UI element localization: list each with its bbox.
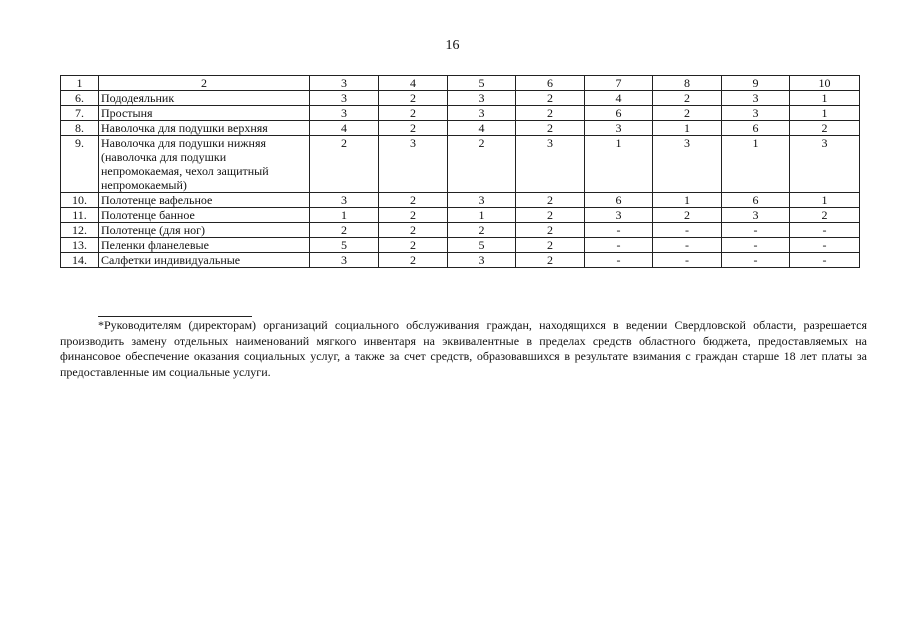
value-cell: 3 bbox=[310, 253, 379, 268]
item-name-cell: Наволочка для подушки нижняя (наволочка для подушки непромокаемая, чехол защитный непромокаемый) bbox=[99, 136, 310, 193]
value-cell: 3 bbox=[585, 208, 653, 223]
page-number: 16 bbox=[445, 38, 460, 53]
header-cell: 8 bbox=[653, 76, 722, 91]
footnote-text: *Руководителям (директорам) организаций социального обслуживания граждан, находящихся в ведении Свердловской области, разрешается производить замену отдельных наименований мягкого инвентаря на эквивалентные в пределах средств областного бюджета, предоставляемых на финансовое обеспечение оказания социальных услуг, а также за счет средств, образовавшихся в результате взимания с граждан старше 18 лет платы за предоставленные им социальные услуги. bbox=[60, 318, 867, 379]
row-number-cell: 9. bbox=[61, 136, 99, 193]
value-cell: 4 bbox=[585, 91, 653, 106]
value-cell: 2 bbox=[379, 238, 448, 253]
value-cell: 2 bbox=[448, 136, 516, 193]
item-name-cell: Салфетки индивидуальные bbox=[99, 253, 310, 268]
value-cell: 1 bbox=[790, 91, 860, 106]
value-cell: 2 bbox=[516, 121, 585, 136]
table-row bbox=[61, 106, 860, 121]
header-cell: 5 bbox=[448, 76, 516, 91]
table-row bbox=[61, 121, 860, 136]
value-cell: 3 bbox=[722, 208, 790, 223]
value-cell: 5 bbox=[448, 238, 516, 253]
header-cell: 2 bbox=[99, 76, 310, 91]
value-cell: 6 bbox=[722, 193, 790, 208]
value-cell: 2 bbox=[379, 253, 448, 268]
value-cell: 2 bbox=[516, 106, 585, 121]
value-cell: - bbox=[722, 253, 790, 268]
value-cell: 2 bbox=[790, 121, 860, 136]
value-cell: 2 bbox=[653, 91, 722, 106]
value-cell: - bbox=[585, 253, 653, 268]
value-cell: 1 bbox=[653, 121, 722, 136]
value-cell: 1 bbox=[653, 193, 722, 208]
value-cell: 2 bbox=[448, 223, 516, 238]
value-cell: - bbox=[722, 223, 790, 238]
value-cell: 3 bbox=[448, 193, 516, 208]
value-cell: 2 bbox=[379, 106, 448, 121]
item-name-cell: Полотенце вафельное bbox=[99, 193, 310, 208]
inventory-table bbox=[60, 75, 860, 268]
value-cell: 3 bbox=[516, 136, 585, 193]
value-cell: 2 bbox=[516, 91, 585, 106]
item-name-cell: Простыня bbox=[99, 106, 310, 121]
value-cell: 1 bbox=[790, 106, 860, 121]
footnote-divider bbox=[98, 316, 252, 317]
value-cell: - bbox=[585, 223, 653, 238]
value-cell: 5 bbox=[310, 238, 379, 253]
value-cell: 2 bbox=[516, 193, 585, 208]
row-number-cell: 6. bbox=[61, 91, 99, 106]
header-cell: 9 bbox=[722, 76, 790, 91]
value-cell: - bbox=[790, 238, 860, 253]
value-cell: 3 bbox=[653, 136, 722, 193]
value-cell: 3 bbox=[585, 121, 653, 136]
value-cell: 2 bbox=[379, 91, 448, 106]
row-number-cell: 11. bbox=[61, 208, 99, 223]
value-cell: 1 bbox=[310, 208, 379, 223]
row-number-cell: 13. bbox=[61, 238, 99, 253]
table-row bbox=[61, 91, 860, 106]
value-cell: - bbox=[722, 238, 790, 253]
table-row bbox=[61, 253, 860, 268]
value-cell: 3 bbox=[448, 106, 516, 121]
value-cell: 3 bbox=[790, 136, 860, 193]
table-row bbox=[61, 223, 860, 238]
value-cell: - bbox=[585, 238, 653, 253]
item-name-cell: Наволочка для подушки верхняя bbox=[99, 121, 310, 136]
value-cell: 2 bbox=[790, 208, 860, 223]
value-cell: 1 bbox=[790, 193, 860, 208]
value-cell: 3 bbox=[310, 193, 379, 208]
row-number-cell: 8. bbox=[61, 121, 99, 136]
value-cell: 4 bbox=[448, 121, 516, 136]
value-cell: 2 bbox=[516, 238, 585, 253]
value-cell: 2 bbox=[379, 223, 448, 238]
row-number-cell: 7. bbox=[61, 106, 99, 121]
value-cell: 6 bbox=[722, 121, 790, 136]
value-cell: 2 bbox=[516, 253, 585, 268]
value-cell: 6 bbox=[585, 193, 653, 208]
header-cell: 1 bbox=[61, 76, 99, 91]
value-cell: 3 bbox=[448, 253, 516, 268]
table-row bbox=[61, 238, 860, 253]
table-header-row bbox=[61, 76, 860, 91]
value-cell: - bbox=[653, 238, 722, 253]
value-cell: 1 bbox=[722, 136, 790, 193]
item-name-cell: Пододеяльник bbox=[99, 91, 310, 106]
header-cell: 3 bbox=[310, 76, 379, 91]
value-cell: 2 bbox=[516, 223, 585, 238]
value-cell: 2 bbox=[379, 193, 448, 208]
table-row bbox=[61, 136, 860, 193]
value-cell: 3 bbox=[310, 91, 379, 106]
value-cell: - bbox=[653, 223, 722, 238]
value-cell: 1 bbox=[585, 136, 653, 193]
header-cell: 7 bbox=[585, 76, 653, 91]
table-row bbox=[61, 193, 860, 208]
table-row bbox=[61, 208, 860, 223]
row-number-cell: 14. bbox=[61, 253, 99, 268]
value-cell: 3 bbox=[310, 106, 379, 121]
item-name-cell: Пеленки фланелевые bbox=[99, 238, 310, 253]
value-cell: 2 bbox=[516, 208, 585, 223]
value-cell: - bbox=[790, 253, 860, 268]
value-cell: 3 bbox=[722, 106, 790, 121]
row-number-cell: 10. bbox=[61, 193, 99, 208]
value-cell: 1 bbox=[448, 208, 516, 223]
value-cell: 6 bbox=[585, 106, 653, 121]
value-cell: - bbox=[790, 223, 860, 238]
value-cell: 2 bbox=[379, 121, 448, 136]
value-cell: 2 bbox=[379, 208, 448, 223]
value-cell: 4 bbox=[310, 121, 379, 136]
value-cell: 3 bbox=[722, 91, 790, 106]
item-name-cell: Полотенце банное bbox=[99, 208, 310, 223]
value-cell: - bbox=[653, 253, 722, 268]
value-cell: 3 bbox=[379, 136, 448, 193]
header-cell: 4 bbox=[379, 76, 448, 91]
value-cell: 2 bbox=[310, 223, 379, 238]
value-cell: 2 bbox=[653, 106, 722, 121]
item-name-cell: Полотенце (для ног) bbox=[99, 223, 310, 238]
header-cell: 6 bbox=[516, 76, 585, 91]
value-cell: 2 bbox=[653, 208, 722, 223]
value-cell: 2 bbox=[310, 136, 379, 193]
header-cell: 10 bbox=[790, 76, 860, 91]
value-cell: 3 bbox=[448, 91, 516, 106]
row-number-cell: 12. bbox=[61, 223, 99, 238]
